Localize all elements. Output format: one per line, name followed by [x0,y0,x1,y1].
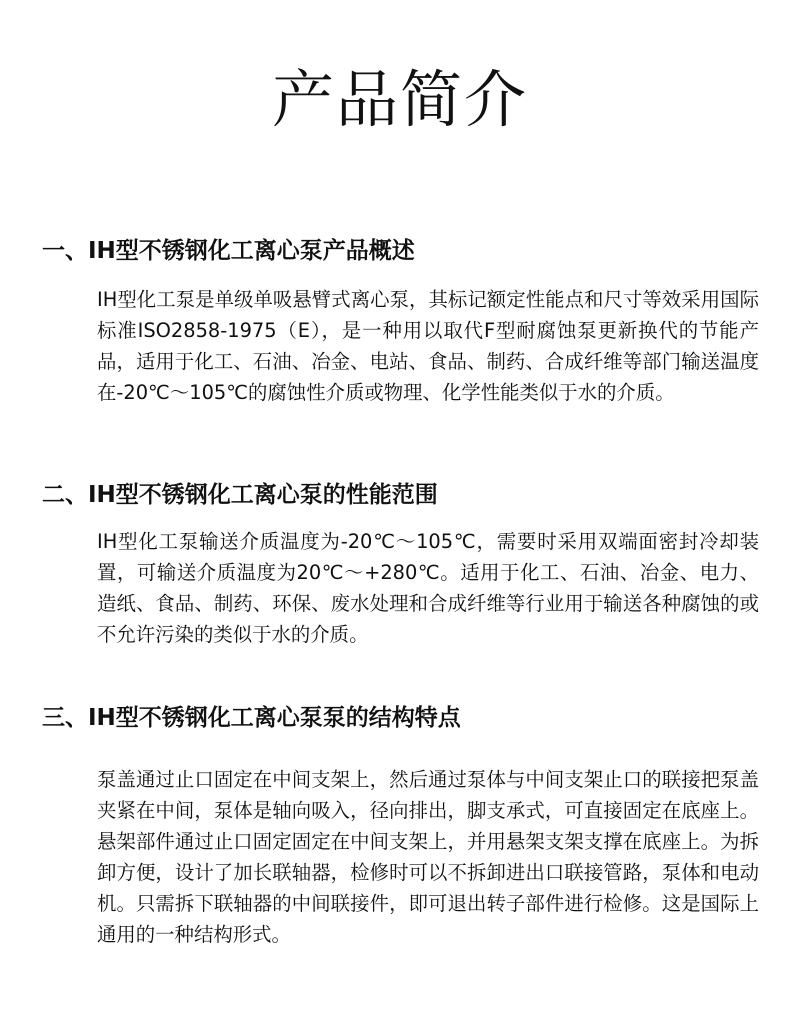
section-heading: 一、IH型不锈钢化工离心泵产品概述 [42,238,415,264]
section-body: 泵盖通过止口固定在中间支架上，然后通过泵体与中间支架止口的联接把泵盖夹紧在中间，泵体是轴向吸入，径向排出，脚支承式，可直接固定在底座上。悬架部件通过止口固定固定在中间支架上，并用悬架支架支撑在底座上。为拆卸方便，设计了加长联轴器，检修时可以不拆卸进出口联接管路，泵体和电动机。只需拆下联轴器的中间联接件，即可退出转子部件进行检修。这是国际上通用的一种结构形式。 [97,768,759,946]
section-body: IH型化工泵输送介质温度为-20℃～105℃，需要时采用双端面密封冷却装置，可输送介质温度为20℃～+280℃。适用于化工、石油、冶金、电力、造纸、食品、制药、环保、废水处理和合成纤维等行业用于输送各种腐蚀的或不允许污染的类似于水的介质。 [97,530,759,646]
section-body: IH型化工泵是单级单吸悬臂式离心泵，其标记额定性能点和尺寸等效采用国际标准ISO2858-1975（E），是一种用以取代F型耐腐蚀泵更新换代的节能产品，适用于化工、石油、冶金、电站、食品、制药、合成纤维等部门输送温度在-20℃～105℃的腐蚀性介质或物理、化学性能类似于水的介质。 [97,288,759,404]
section-heading: 二、IH型不锈钢化工离心泵的性能范围 [42,482,438,508]
section-heading: 三、IH型不锈钢化工离心泵泵的结构特点 [42,705,461,731]
page-title: 产品简介 [271,63,528,136]
